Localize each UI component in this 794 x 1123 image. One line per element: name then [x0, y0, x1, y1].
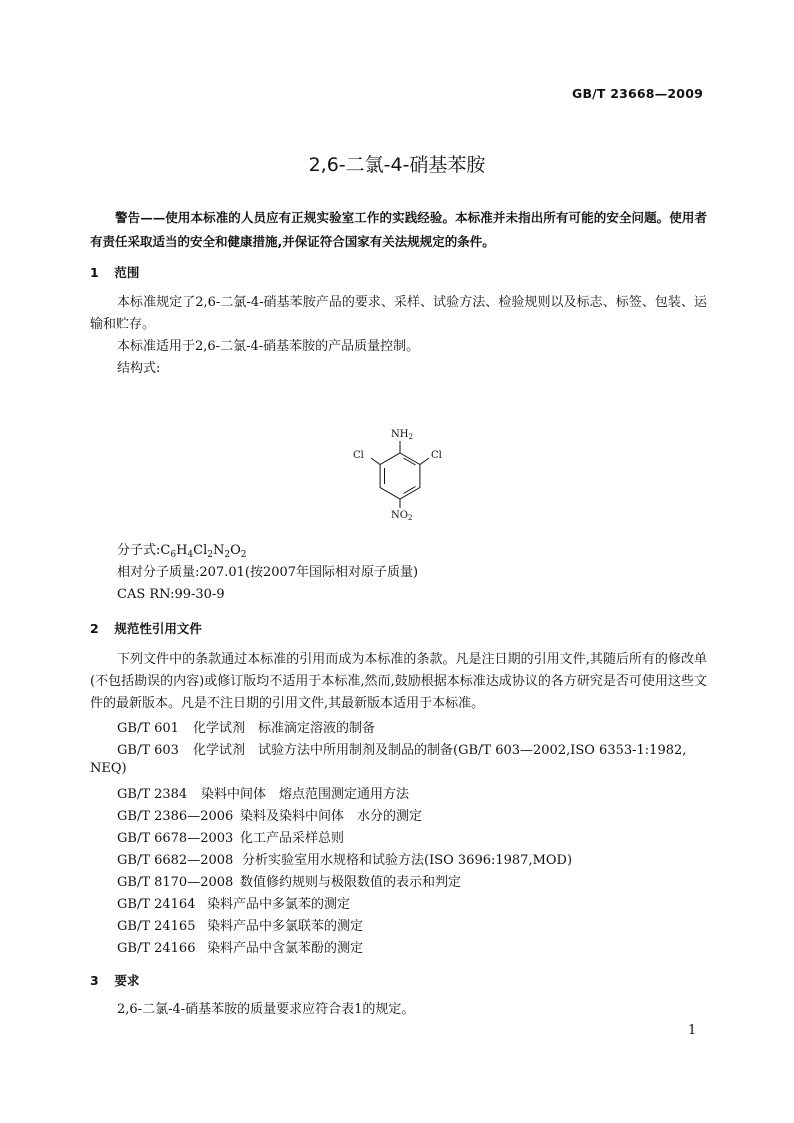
cas-number: CAS RN:99-30-9 [117, 587, 225, 602]
ring-double-bond [404, 487, 416, 494]
formula-element: O [230, 543, 241, 558]
reference-item [117, 739, 686, 758]
reference-item [117, 827, 344, 846]
reference-code: GB/T 2384 [117, 787, 188, 802]
reference-item [117, 893, 350, 912]
formula-label: 分子式: [117, 543, 161, 558]
reference-title: 染料产品中多氯联苯的测定 [207, 919, 364, 934]
section-number: 3 [90, 973, 99, 988]
structure-label: 结构式: [117, 361, 161, 376]
reference-item [117, 937, 363, 956]
reference-item-continued [90, 761, 127, 776]
reference-code: GB/T 601 [117, 721, 179, 736]
chloro-label-right: Cl [431, 450, 442, 461]
reference-title: 化工产品采样总则 [240, 831, 345, 846]
reference-title: 化学试剂 标准滴定溶液的制备 [193, 721, 376, 736]
chloro-bond-left [371, 458, 380, 465]
reference-title: 染料产品中多氯苯的测定 [207, 897, 351, 912]
requirements-paragraph: 2,6-二氯-4-硝基苯胺的质量要求应符合表1的规定。 [117, 1002, 415, 1017]
formula-element: H [176, 543, 188, 558]
reference-code: GB/T 24164 [117, 897, 196, 912]
reference-code: GB/T 603 [117, 743, 179, 758]
amine-label: $NH_2$ [391, 429, 413, 441]
formula-count: 2 [224, 550, 231, 560]
reference-title: 数值修约规则与极限数值的表示和判定 [240, 875, 462, 890]
molecular-mass: 相对分子质量:207.01(按2007年国际相对原子质量) [117, 565, 419, 580]
section-1-heading [90, 263, 139, 281]
standard-code: GB/T 23668—2009 [571, 86, 703, 101]
reference-item [117, 849, 572, 868]
section-2-heading [90, 619, 202, 637]
reference-title: 化学试剂 试验方法中所用制剂及制品的制备(GB/T 603—2002,ISO 6353-1:1982, [193, 743, 687, 758]
reference-item [117, 915, 363, 934]
reference-title: 染料及染料中间体 水分的测定 [240, 809, 423, 824]
formula-element: Cl [193, 543, 208, 558]
chloro-label-left: Cl [353, 450, 364, 461]
section-3-heading [90, 971, 139, 989]
section-title: 范围 [114, 265, 140, 280]
benzene-ring [371, 441, 429, 508]
formula-count: 2 [240, 550, 247, 560]
formula-element: N [213, 543, 225, 558]
safety-warning: 警告——使用本标准的人员应有正规实验室工作的实践经验。本标准并未指出所有可能的安全问题。使用者有责任采取适当的安全和健康措施,并保证符合国家有关法规规定的条件。 [90, 210, 707, 249]
reference-code: GB/T 6682—2008 [117, 853, 234, 868]
reference-code: GB/T 24165 [117, 919, 196, 934]
page-number: 1 [688, 1023, 697, 1038]
formula-count: 2 [207, 550, 213, 560]
formula-count: 4 [187, 550, 194, 560]
reference-code: GB/T 8170—2008 [117, 875, 234, 890]
section-number: 1 [90, 265, 99, 280]
structural-formula [340, 420, 460, 526]
reference-code: GB/T 6678—2003 [117, 831, 234, 846]
section-title: 要求 [114, 973, 140, 988]
reference-title: NEQ) [90, 761, 127, 776]
formula-element: C [160, 543, 171, 558]
formula-count: 6 [170, 550, 177, 560]
reference-item [117, 783, 409, 802]
normative-references-intro: 下列文件中的条款通过本标准的引用而成为本标准的条款。凡是注日期的引用文件,其随后所有的修改单(不包括勘误的内容)或修订版均不适用于本标准,然而,鼓励根据本标准达成协议的各方研究是否可使用这些文件的最新版本。凡是不注日期的引用文件,其最新版本适用于本标准。 [90, 652, 707, 711]
reference-title: 分析实验室用水规格和试验方法(ISO 3696:1987,MOD) [242, 853, 573, 868]
nitro-label: $NO_2$ [391, 510, 413, 522]
document-title: 2,6-二氯-4-硝基苯胺 [308, 154, 486, 176]
reference-code: GB/T 2386—2006 [117, 809, 234, 824]
section-title: 规范性引用文件 [114, 621, 202, 636]
reference-title: 染料中间体 熔点范围测定通用方法 [201, 787, 410, 802]
reference-item [117, 871, 461, 890]
reference-item [117, 717, 375, 736]
scope-paragraph-1: 本标准规定了2,6-二氯-4-硝基苯胺产品的要求、采样、试验方法、检验规则以及标志、标签、包装、运输和贮存。 [90, 295, 707, 332]
scope-paragraph-2: 本标准适用于2,6-二氯-4-硝基苯胺的产品质量控制。 [117, 339, 420, 354]
section-number: 2 [90, 621, 99, 636]
reference-item [117, 805, 422, 824]
reference-title: 染料产品中含氯苯酚的测定 [207, 941, 364, 956]
chloro-bond-right [420, 458, 429, 465]
reference-code: GB/T 24166 [117, 941, 196, 956]
